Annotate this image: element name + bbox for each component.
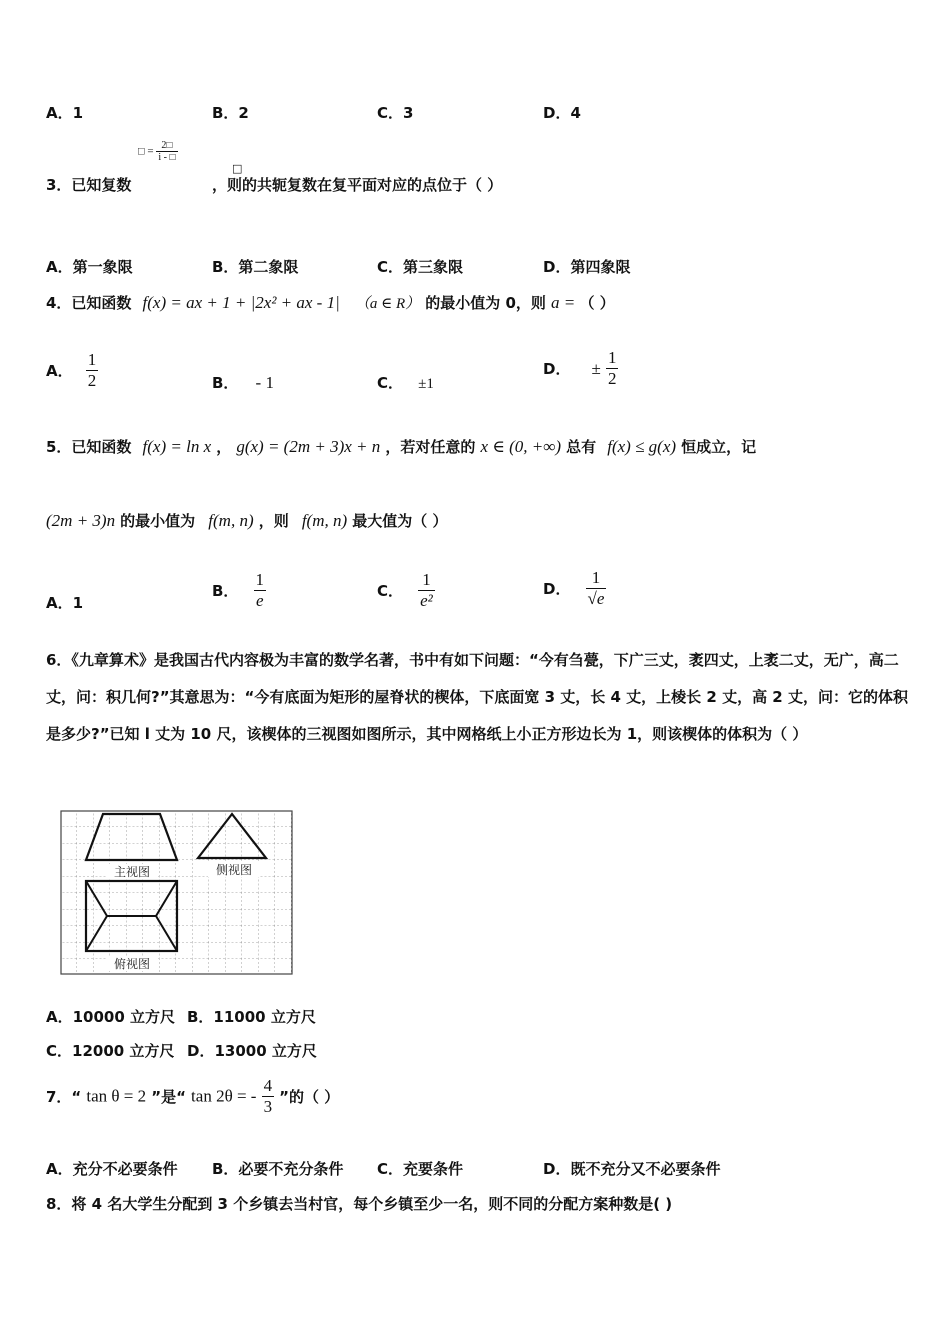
q3-number: 3．已知复数 — [46, 176, 132, 194]
top-view-label: 俯视图 — [113, 957, 151, 971]
q4-option-b-label: B． — [212, 374, 239, 392]
q4-option-c-label: C． — [377, 374, 404, 392]
q4-option-d — [543, 348, 618, 389]
q7-rhs: tan 2θ = - — [191, 1086, 257, 1106]
q3-mid: ，则 — [212, 176, 243, 194]
q3-formula — [138, 140, 178, 163]
q5-fmn-2: f(m, n) — [301, 511, 348, 530]
option-a: A．1 — [46, 104, 84, 122]
q4-end: （ ） — [579, 294, 615, 312]
q4-var: a = — [551, 293, 580, 312]
q4-tail: 的最小值为 0，则 — [425, 294, 546, 312]
q4-a-num: 1 — [87, 350, 97, 369]
q5-l2-mid2: ，则 — [258, 512, 289, 530]
q4-option-d-label: D． — [543, 360, 571, 378]
q4-option-b — [212, 372, 274, 393]
q7-fraction-den: 3 — [263, 1097, 273, 1116]
q5-fmn: f(m, n) — [208, 511, 254, 530]
q4-option-a — [46, 350, 98, 391]
q4-option-c-value: ±1 — [418, 376, 434, 392]
question-5 — [46, 436, 756, 457]
q5-option-a: A．1 — [46, 594, 84, 612]
q5-d-den: √e — [587, 589, 605, 608]
front-view-label: 主视图 — [113, 865, 151, 879]
question-5-line2 — [46, 510, 447, 531]
q4-option-d-fraction — [606, 348, 619, 389]
question-6: 6．《九章算术》是我国古代内容极为丰富的数学名著，书中有如下问题：“今有刍甍，下广三丈，袤四丈，上袤二丈，无广，高二丈，问：积几何?”其意思为：“今有底面为矩形的屋脊状的楔体，下底面宽 3 丈，长 4 丈，上棱长 2 丈，高 2 丈，问：它的体积是多少?”已知 l 丈为 10 尺，该楔体的三视图如图所示，其中网格纸上小正方形边长为 1，则该楔体的体积为（ ） — [46, 651, 908, 743]
q5-number: 5．已知函数 — [46, 438, 132, 456]
q5-d-num: 1 — [586, 568, 607, 589]
q6-option-a: A．10000 立方尺 — [46, 1008, 176, 1026]
q7-end: ”的（ ） — [279, 1088, 340, 1106]
q4-option-a-fraction — [86, 350, 99, 391]
q5-option-d-label: D． — [543, 580, 571, 598]
q5-option-c-fraction — [418, 570, 435, 611]
three-view-figure — [60, 810, 294, 976]
option-c: C．3 — [377, 104, 414, 122]
q7-option-d: D．既不充分又不必要条件 — [543, 1160, 721, 1178]
option-d: D．4 — [543, 104, 581, 122]
q7-mid: ”是“ — [151, 1088, 186, 1106]
q5-option-c — [377, 570, 435, 611]
q5-f: f(x) = ln x — [142, 437, 212, 456]
q5-inequality: f(x) ≤ g(x) — [607, 437, 677, 456]
q3-symbol: □ — [232, 162, 243, 175]
q5-option-b-label: B． — [212, 582, 239, 600]
q3-formula-lhs: □ = — [138, 145, 154, 158]
q5-option-d — [543, 568, 606, 609]
q5-c-num: 1 — [418, 570, 435, 591]
question-4 — [46, 292, 615, 313]
q7-option-b: B．必要不充分条件 — [212, 1160, 344, 1178]
q5-mid: ，若对任意的 — [385, 438, 476, 456]
q3-tail: 的共轭复数在复平面对应的点位于（ ） — [242, 176, 503, 194]
q6-option-c: C．12000 立方尺 — [46, 1042, 175, 1060]
q5-g: g(x) = (2m + 3)x + n — [236, 437, 381, 456]
question-7 — [46, 1076, 339, 1117]
q7-option-a: A．充分不必要条件 — [46, 1160, 178, 1178]
q4-option-d-sign: ± — [591, 358, 601, 378]
q4-d-den: 2 — [607, 369, 617, 388]
option-b: B．2 — [212, 104, 249, 122]
q3-option-b: B．第二象限 — [212, 258, 299, 276]
q5-c-den: e² — [420, 591, 433, 610]
q5-b-den: e — [256, 591, 264, 610]
q5-l2-end: 最大值为（ ） — [352, 512, 448, 530]
q7-fraction — [262, 1076, 275, 1117]
q7-option-c: C．充要条件 — [377, 1160, 464, 1178]
q5-b-num: 1 — [255, 570, 265, 589]
q4-condition: （a ∈ R） — [354, 296, 421, 312]
q5-mid2: 总有 — [566, 438, 597, 456]
q5-option-c-label: C． — [377, 582, 404, 600]
q5-end: 恒成立，记 — [681, 438, 757, 456]
q3-option-a: A．第一象限 — [46, 258, 133, 276]
q5-sep: ， — [216, 438, 232, 456]
q5-option-d-fraction — [586, 568, 607, 609]
q4-number: 4．已知函数 — [46, 294, 132, 312]
q4-option-b-value: - 1 — [255, 373, 274, 392]
q5-domain: x ∈ (0, +∞) — [480, 437, 562, 456]
q7-lhs: tan θ = 2 — [86, 1086, 147, 1106]
q5-option-b-fraction — [254, 570, 267, 611]
q3-fraction — [156, 140, 177, 163]
q6-option-b: B．11000 立方尺 — [187, 1008, 316, 1026]
question-8: 8．将 4 名大学生分配到 3 个乡镇去当村官，每个乡镇至少一名，则不同的分配方案种数是( ) — [46, 1195, 673, 1213]
q4-formula: f(x) = ax + 1 + |2x² + ax - 1| — [142, 293, 340, 312]
q4-option-a-label: A． — [46, 362, 73, 380]
q3-fraction-num: 2□ — [156, 140, 177, 152]
q3-fraction-den: i - □ — [158, 152, 176, 163]
q4-d-num: 1 — [607, 348, 617, 367]
q4-option-c — [377, 372, 434, 393]
q3-option-d: D．第四象限 — [543, 258, 631, 276]
q5-expr: (2m + 3)n — [46, 511, 116, 530]
q4-a-den: 2 — [87, 371, 97, 390]
side-view-label: 侧视图 — [215, 863, 253, 877]
q3-option-c: C．第三象限 — [377, 258, 464, 276]
q5-option-b — [212, 570, 266, 611]
q7-fraction-num: 4 — [263, 1076, 273, 1095]
q5-l2-mid: 的最小值为 — [120, 512, 196, 530]
q6-option-d: D．13000 立方尺 — [187, 1042, 317, 1060]
q7-number: 7．“ — [46, 1088, 82, 1106]
